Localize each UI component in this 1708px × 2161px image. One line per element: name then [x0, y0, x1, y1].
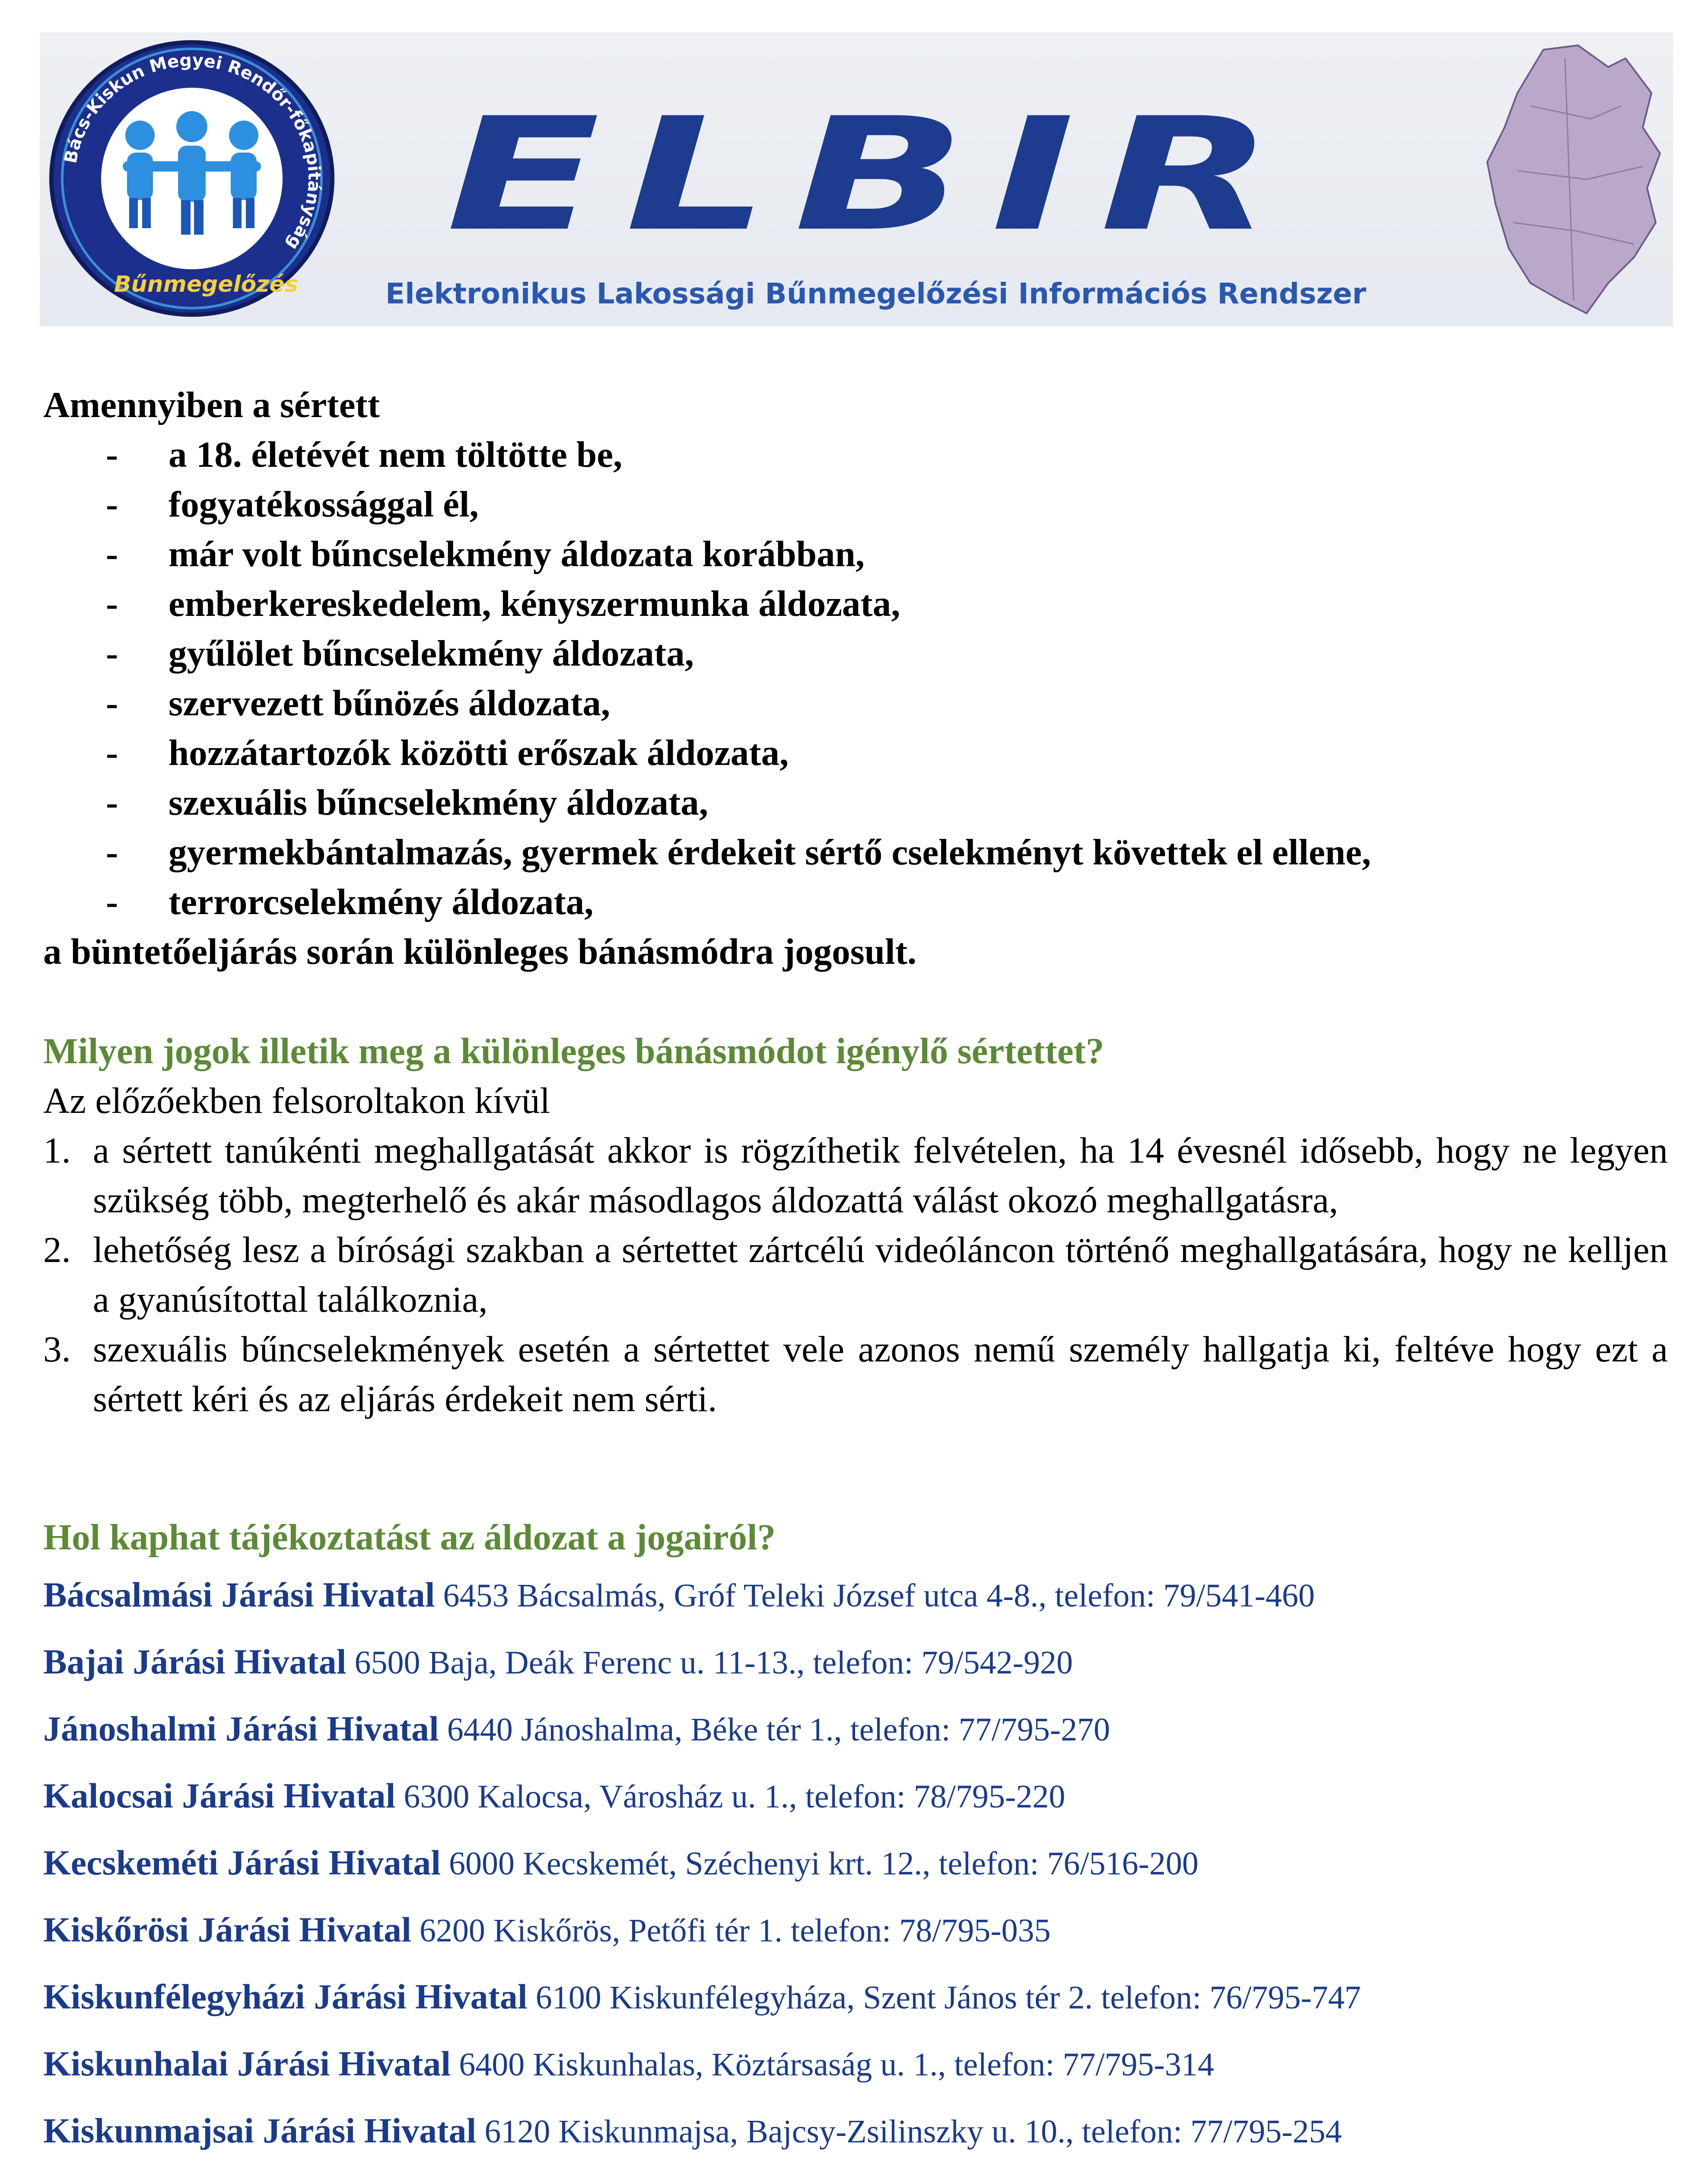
office-details: 6440 Jánoshalma, Béke tér 1., telefon: 77/795-270 — [447, 1712, 1110, 1748]
brand-subtitle: Elektronikus Lakossági Bűnmegelőzési Információs Rendszer — [385, 277, 1367, 310]
list-item-text: a sértett tanúkénti meghallgatását akkor is rögzíthetik felvételen, ha 14 évesnél idősebb, hogy ne legyen szükség több, megterhelő és akár másodlagos áldozattá válást okozó meghallgatásra, — [93, 1130, 1668, 1221]
office-entry — [43, 1908, 1051, 1952]
list-dash: - — [106, 733, 118, 773]
list-dash: - — [106, 882, 118, 922]
intro-closing: a büntetőeljárás során különleges bánásmódra jogosult. — [43, 931, 917, 972]
brand-title: ELBIR — [446, 84, 1299, 265]
intro-lead: Amennyiben a sértett — [43, 385, 380, 425]
list-item-text: lehetőség lesz a bírósági szakban a sértettet zártcélú videóláncon történő meghallgatására, hogy ne kelljen a gyanúsítottal találkoznia, — [93, 1230, 1668, 1320]
office-details: 6453 Bácsalmás, Gróf Teleki József utca 4-8., telefon: 79/541-460 — [443, 1578, 1315, 1614]
list-dash: - — [106, 832, 118, 873]
list-number: 1. — [43, 1130, 71, 1171]
list-item-text: terrorcselekmény áldozata, — [169, 882, 594, 922]
list-item-text: a 18. életévét nem töltötte be, — [169, 434, 623, 475]
list-item-text: fogyatékossággal él, — [169, 484, 479, 525]
office-name: Kecskeméti Járási Hivatal — [43, 1843, 441, 1882]
office-entry — [43, 1573, 1315, 1617]
list-item — [43, 1225, 1668, 1325]
list-number: 3. — [43, 1329, 71, 1370]
office-entry — [43, 1774, 1065, 1818]
list-dash: - — [106, 633, 118, 674]
office-name: Kiskunfélegyházi Járási Hivatal — [43, 1977, 528, 2016]
office-details: 6400 Kiskunhalas, Köztársaság u. 1., telefon: 77/795-314 — [459, 2046, 1214, 2083]
list-dash: - — [106, 683, 118, 724]
list-item-text: hozzátartozók közötti erőszak áldozata, — [169, 733, 789, 773]
office-name: Kiskunmajsai Járási Hivatal — [43, 2111, 477, 2150]
list-item-text: szexuális bűncselekmények esetén a sértettet vele azonos nemű személy hallgatja ki, feltéve hogy ezt a sértett kéri és az eljárás érdekeit nem sérti. — [93, 1329, 1668, 1419]
county-map-icon — [1479, 41, 1669, 318]
office-name: Bácsalmási Járási Hivatal — [43, 1575, 435, 1614]
office-details: 6500 Baja, Deák Ferenc u. 11-13., telefon: 79/542-920 — [354, 1645, 1073, 1681]
office-name: Jánoshalmi Járási Hivatal — [43, 1709, 439, 1748]
list-dash: - — [106, 583, 118, 624]
list-item-text: szervezett bűnözés áldozata, — [169, 683, 611, 724]
list-item — [43, 1126, 1668, 1225]
people-figures-icon — [105, 109, 278, 239]
list-dash: - — [106, 484, 118, 525]
office-name: Kalocsai Járási Hivatal — [43, 1776, 396, 1815]
list-dash: - — [106, 434, 118, 475]
list-dash: - — [106, 782, 118, 823]
office-name: Bajai Járási Hivatal — [43, 1642, 347, 1681]
office-details: 6100 Kiskunfélegyháza, Szent János tér 2. telefon: 76/795-747 — [535, 1979, 1361, 2016]
header-banner — [40, 32, 1673, 326]
office-details: 6300 Kalocsa, Városház u. 1., telefon: 78/795-220 — [404, 1779, 1066, 1815]
logo-ring-text: Bács-Kiskun Megyei Rendőr-főkapitányság — [60, 50, 324, 254]
list-number: 2. — [43, 1230, 71, 1270]
list-item — [43, 1325, 1668, 1424]
logo-bottom-text: Bűnmegelőzés — [114, 271, 298, 297]
info-heading: Hol kaphat tájékoztatást az áldozat a jogairól? — [43, 1517, 776, 1558]
office-entry — [43, 1640, 1073, 1684]
office-entry — [43, 2109, 1342, 2153]
office-name: Kiskőrösi Járási Hivatal — [43, 1910, 411, 1949]
office-name: Kiskunhalai Járási Hivatal — [43, 2044, 451, 2083]
office-details: 6000 Kecskemét, Széchenyi krt. 12., telefon: 76/516-200 — [449, 1845, 1199, 1882]
police-prevention-logo — [49, 40, 334, 317]
rights-heading: Milyen jogok illetik meg a különleges bánásmódot igénylő sértettet? — [43, 1031, 1104, 1071]
list-dash: - — [106, 534, 118, 574]
office-details: 6120 Kiskunmajsa, Bajcsy-Zsilinszky u. 10., telefon: 77/795-254 — [484, 2113, 1342, 2150]
list-item-text: gyermekbántalmazás, gyermek érdekeit sértő cselekményt követtek el ellene, — [169, 832, 1371, 873]
office-entry — [43, 1975, 1361, 2019]
office-details: 6200 Kiskőrös, Petőfi tér 1. telefon: 78/795-035 — [419, 1912, 1051, 1949]
list-item-text: már volt bűncselekmény áldozata korábban, — [169, 534, 865, 574]
list-item-text: szexuális bűncselekmény áldozata, — [169, 782, 709, 823]
rights-list — [43, 1126, 1668, 1424]
office-entry — [43, 1841, 1199, 1885]
list-item-text: emberkereskedelem, kényszermunka áldozata, — [169, 583, 900, 624]
rights-lead: Az előzőekben felsoroltakon kívül — [43, 1080, 550, 1121]
office-entry — [43, 1707, 1110, 1751]
office-entry — [43, 2042, 1214, 2086]
list-item-text: gyűlölet bűncselekmény áldozata, — [169, 633, 694, 674]
